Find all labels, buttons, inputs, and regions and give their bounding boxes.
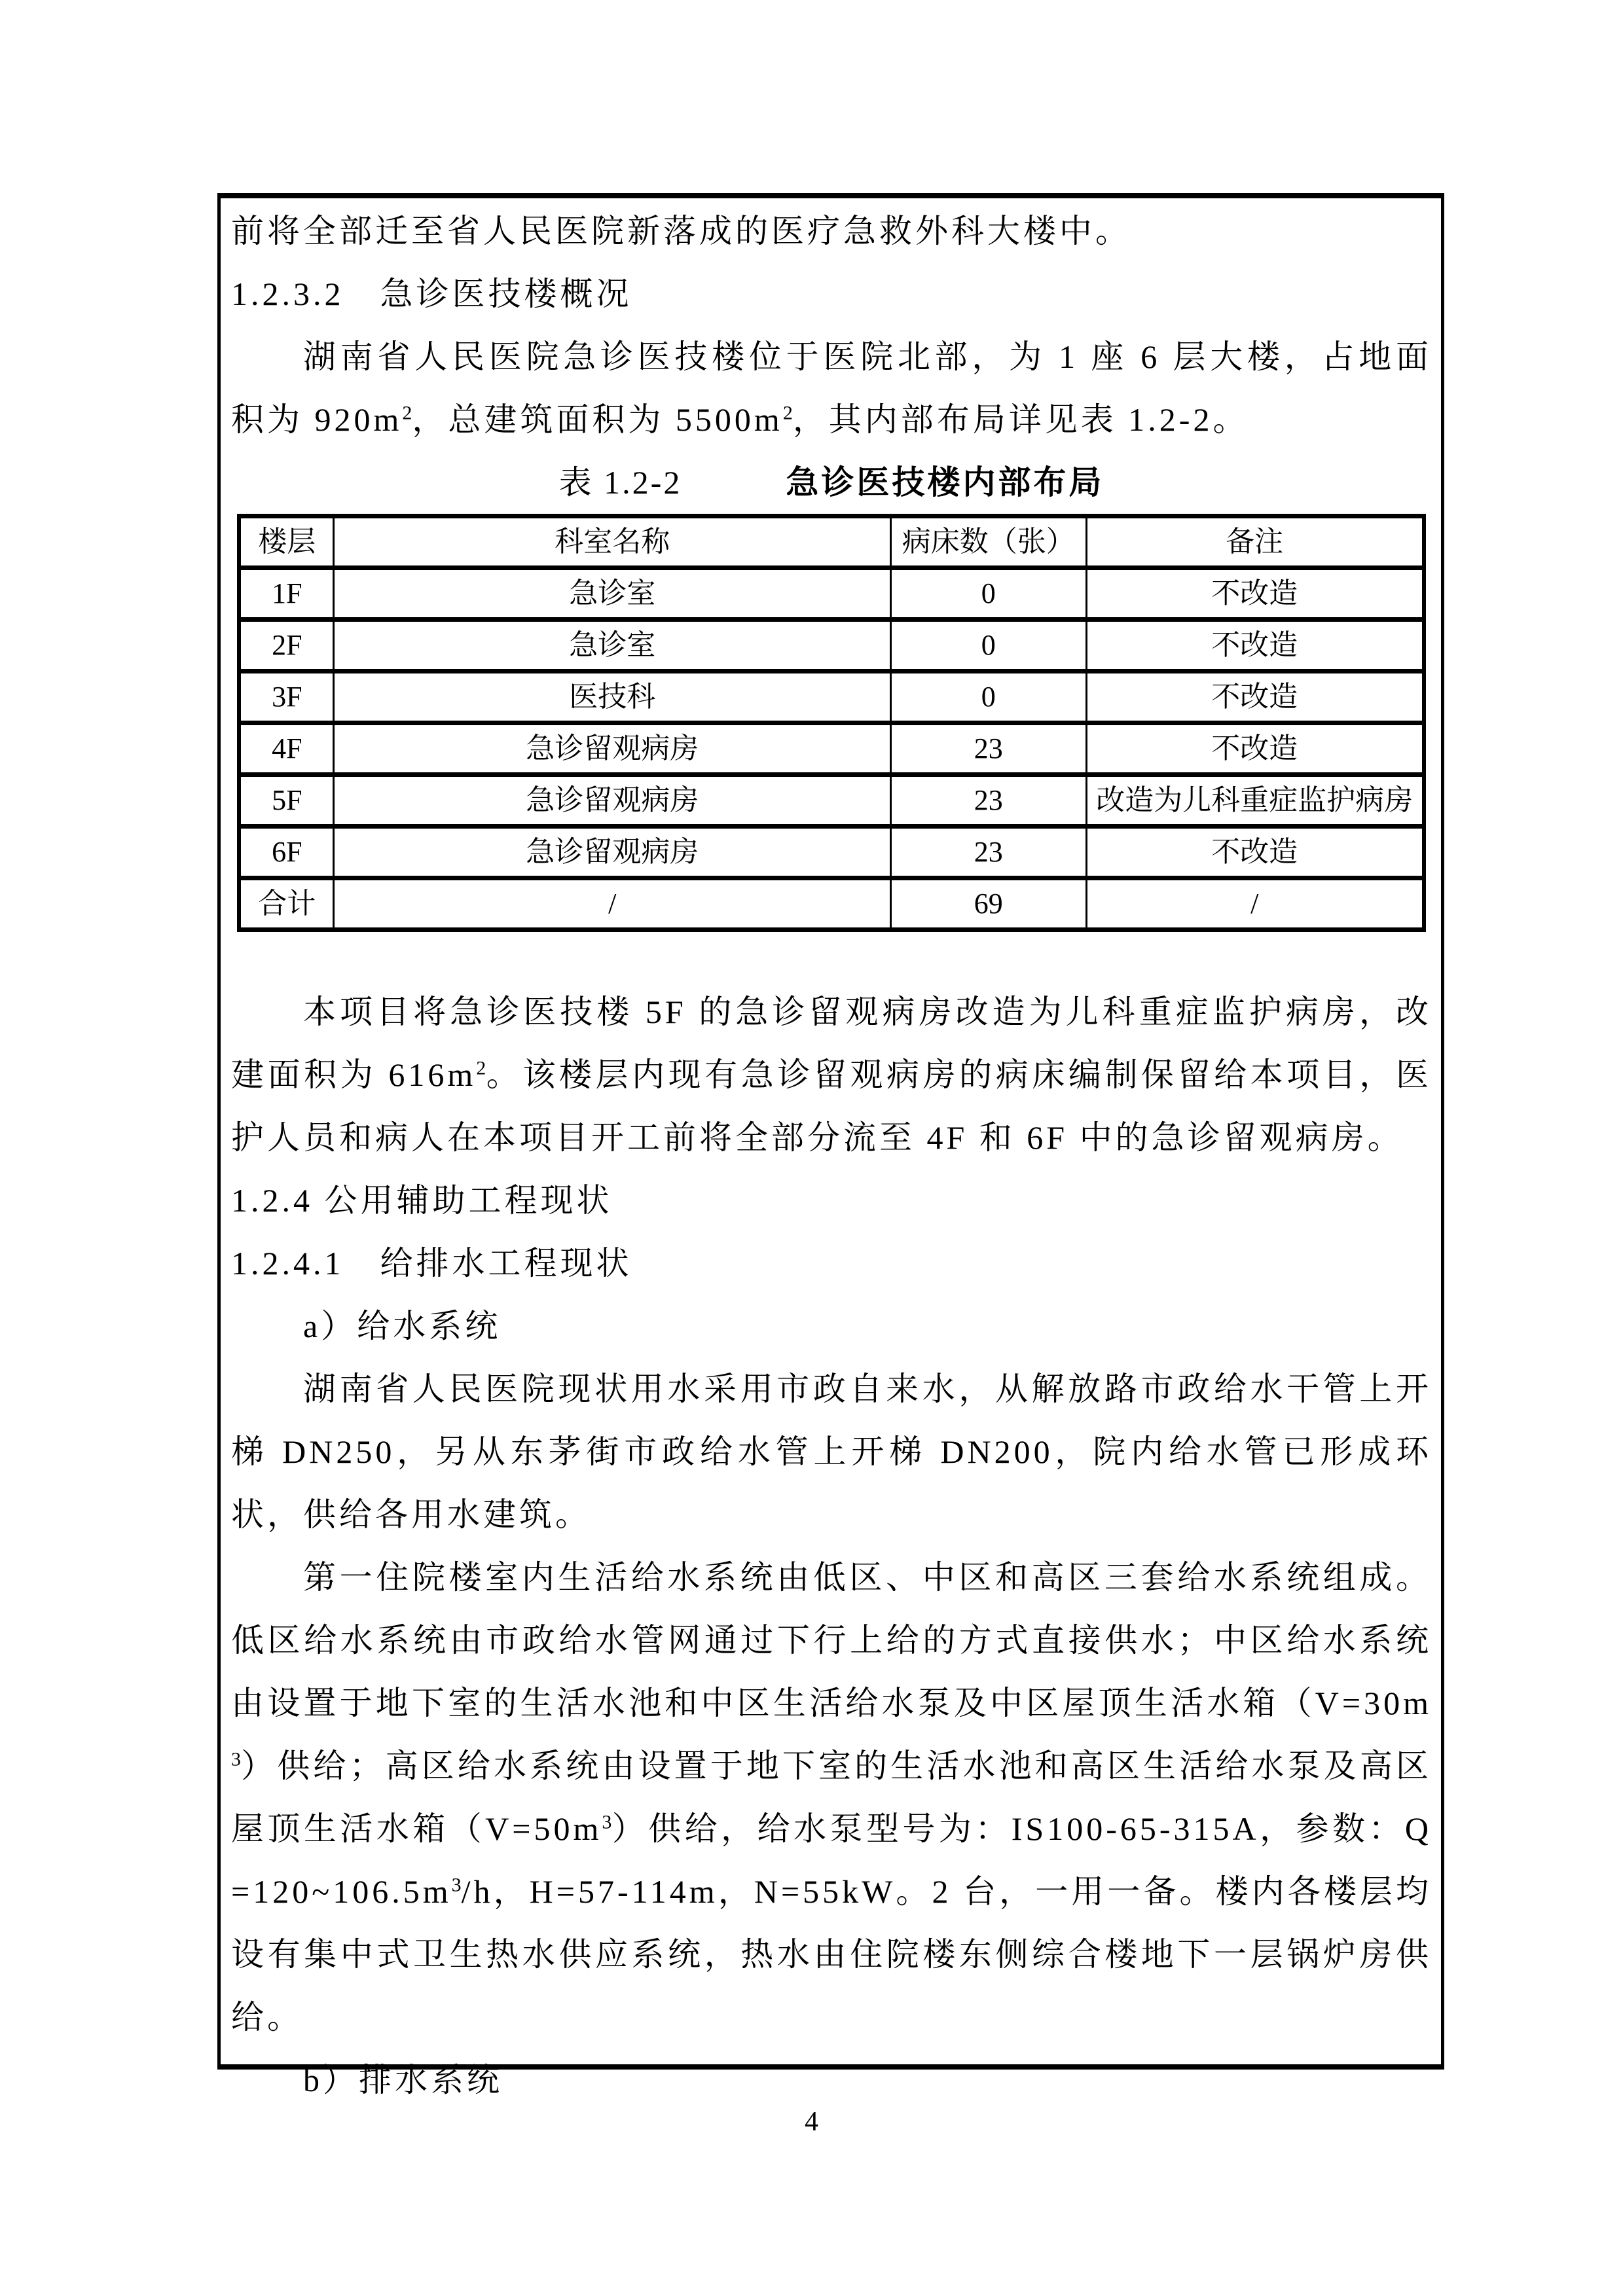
table-cell: 3F <box>239 672 334 723</box>
item-b-drainage-system: b）排水系统 <box>303 2062 503 2098</box>
table-row <box>239 723 1424 775</box>
table-cell: 23 <box>890 723 1086 775</box>
table-cell: 急诊留观病房 <box>334 827 891 878</box>
table-cell: 0 <box>890 620 1086 672</box>
paragraph-renovation: 本项目将急诊医技楼 5F 的急诊留观病房改造为儿科重症监护病房，改建面积为 $616m^2$。该楼层内现有急诊留观病房的病床编制保留给本项目，医护人员和病人在本项目开工前将全部分流至 4F 和 6F 中的急诊留观病房。 <box>231 994 1432 1156</box>
page-number: 4 <box>805 2107 818 2137</box>
table-cell: 69 <box>890 878 1086 930</box>
paragraph-inpatient-water-system: 第一住院楼室内生活给水系统由低区、中区和高区三套给水系统组成。低区给水系统由市政给水管网通过下行上给的方式直接供水；中区给水系统由设置于地下室的生活水池和中区生活给水泵及中区屋顶生活水箱$(V=30m^3)$供给；高区给水系统由设置于地下室的生活水池和高区生活给水泵及高区屋顶生活水箱$(V=50m^3)$供给，给水泵型号为：IS100-65-315A，参数：$Q=120\sim 106.5m^3/h$，H=57-114m，N=55kW。2 台，一用一备。楼内各楼层均设有集中式卫生热水供应系统，热水由住院楼东侧综合楼地下一层锅炉房供给。 <box>231 1559 1432 2036</box>
table-cell: 不改造 <box>1086 723 1424 775</box>
table-row <box>239 827 1424 878</box>
content-frame <box>217 193 1444 2098</box>
table-header-row <box>239 516 1424 568</box>
table-cell: 医技科 <box>334 672 891 723</box>
paragraph-municipal-water: 湖南省人民医院现状用水采用市政自来水，从解放路市政给水干管上开梯 DN250，另从东茅街市政给水管上开梯 DN200，院内给水管已形成环状，供给各用水建筑。 <box>231 1371 1432 1533</box>
table-cell: 6F <box>239 827 334 878</box>
table-cell: 5F <box>239 775 334 827</box>
table-row <box>239 775 1424 827</box>
table-cell: 2F <box>239 620 334 672</box>
table-cell: 不改造 <box>1086 620 1424 672</box>
table-cell: 4F <box>239 723 334 775</box>
table-cell: 1F <box>239 568 334 620</box>
dept-layout-table <box>237 514 1426 932</box>
page-footer <box>0 2106 1623 2138</box>
table-row-total <box>239 878 1424 930</box>
table-cell: 0 <box>890 568 1086 620</box>
section-heading-1-2-4-1: 1.2.4.1 给排水工程现状 <box>231 1245 632 1282</box>
table-cell: / <box>1086 878 1424 930</box>
table-row <box>239 568 1424 620</box>
column-header-dept: 科室名称 <box>334 516 891 568</box>
table-cell: 急诊留观病房 <box>334 775 891 827</box>
paragraph-continuation: 前将全部迁至省人民医院新落成的医疗急救外科大楼中。 <box>231 213 1131 249</box>
table-cell: 不改造 <box>1086 827 1424 878</box>
table-row <box>239 672 1424 723</box>
table-cell: 合计 <box>239 878 334 930</box>
table-cell: 急诊留观病房 <box>334 723 891 775</box>
paragraph-medtech-building: 湖南省人民医院急诊医技楼位于医院北部，为 1 座 6 层大楼，占地面积为 $920m^2$，总建筑面积为 $5500m^2$，其内部布局详见表 1.2-2。 <box>231 338 1432 438</box>
table-cell: 急诊室 <box>334 568 891 620</box>
table-cell: 改造为儿科重症监护病房 <box>1086 775 1424 827</box>
table-cell: 23 <box>890 827 1086 878</box>
column-header-remark: 备注 <box>1086 516 1424 568</box>
column-header-floor: 楼层 <box>239 516 334 568</box>
table-cell: 23 <box>890 775 1086 827</box>
table-row <box>239 620 1424 672</box>
table-cell: 0 <box>890 672 1086 723</box>
table-cell: 不改造 <box>1086 672 1424 723</box>
table-cell: / <box>334 878 891 930</box>
section-heading-1-2-3-2: 1.2.3.2 急诊医技楼概况 <box>231 276 632 312</box>
table-body <box>239 568 1424 930</box>
table-cell: 不改造 <box>1086 568 1424 620</box>
table-cell: 急诊室 <box>334 620 891 672</box>
table-caption: 表 1.2-2 急诊医技楼内部布局 <box>558 464 1104 501</box>
column-header-beds: 病床数（张） <box>890 516 1086 568</box>
section-heading-1-2-4: 1.2.4 公用辅助工程现状 <box>231 1182 613 1219</box>
item-a-water-supply-system: a）给水系统 <box>303 1308 501 1344</box>
